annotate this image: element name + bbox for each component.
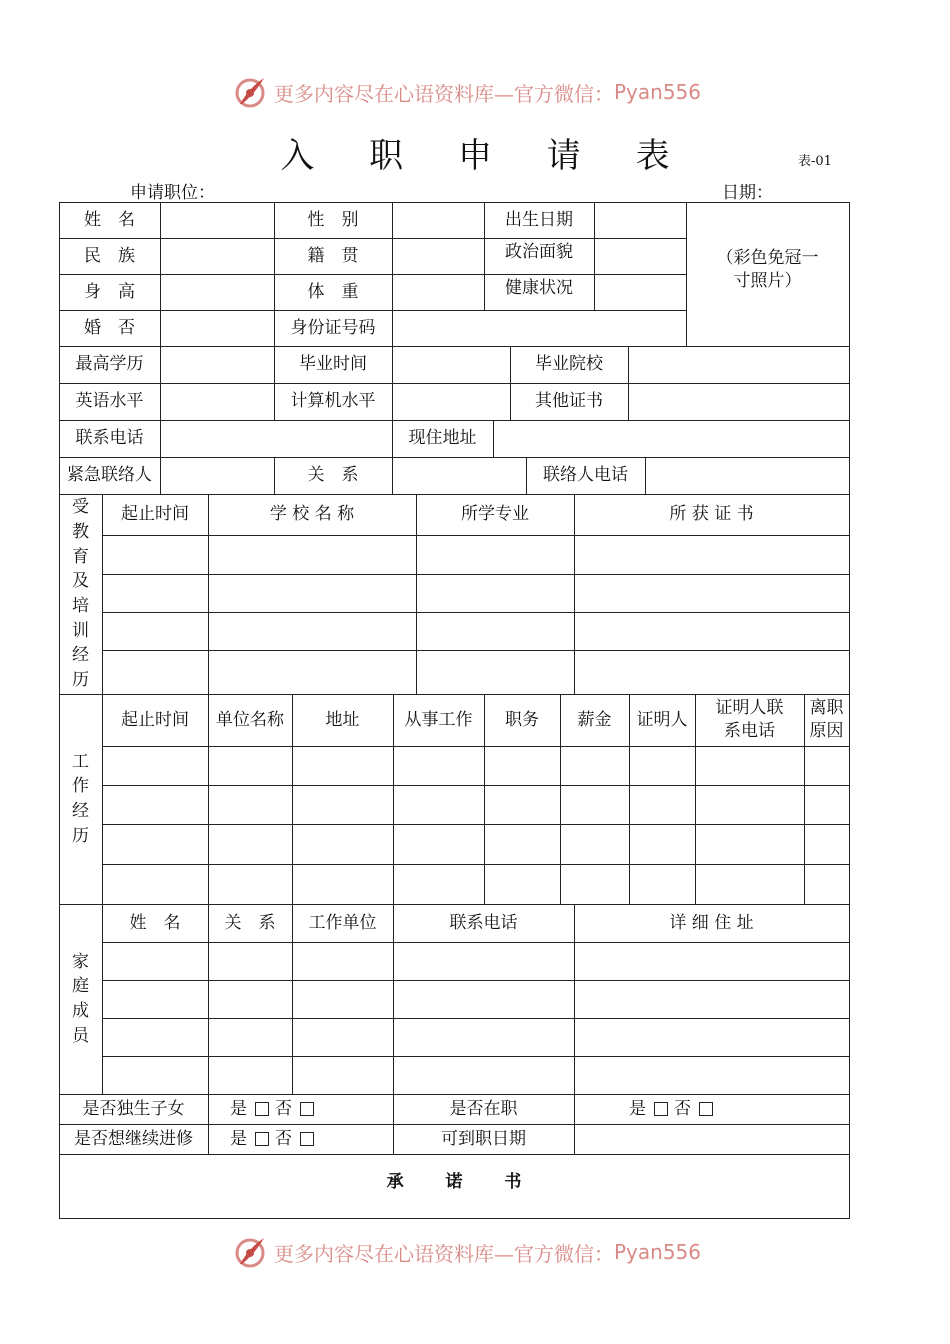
form-cell[interactable] [102,824,209,865]
family-col-name: 姓 名 [129,912,181,933]
education-label-char: 及 [72,571,89,592]
form-cell[interactable] [393,980,575,1019]
form-cell[interactable] [102,650,209,695]
birth-date-label: 出生日期 [505,209,573,230]
watermark-wechat-id: Pyan556 [614,1240,702,1264]
apply-position-field[interactable] [221,184,345,203]
work-col-company: 单位名称 [216,709,284,730]
form-cell[interactable] [208,1018,293,1057]
form-cell[interactable] [629,864,696,905]
form-cell[interactable] [484,785,561,825]
form-cell[interactable] [292,1018,394,1057]
form-cell[interactable] [629,785,696,825]
form-cell[interactable] [574,942,850,981]
form-cell[interactable] [574,980,850,1019]
apply-position-label: 申请职位： [130,183,215,203]
form-cell[interactable] [560,785,630,825]
form-cell[interactable] [393,824,485,865]
form-cell[interactable] [629,824,696,865]
watermark-wechat-id: Pyan556 [614,80,702,104]
edu-col-certificate: 所 获 证 书 [669,504,754,525]
family-col-employer: 工作单位 [308,912,377,933]
employed-label: 是否在职 [449,1098,518,1119]
computer-level-label: 计算机水平 [290,391,376,412]
name-label: 姓 名 [84,209,135,230]
form-cell[interactable] [292,824,394,865]
quill-logo-icon [232,74,268,110]
form-cell[interactable] [484,864,561,905]
work-col-salary: 薪金 [577,709,612,730]
form-cell[interactable] [560,746,630,786]
form-cell[interactable] [160,346,275,384]
political-status-label: 政治面貌 [505,241,573,262]
form-cell[interactable] [574,1124,850,1155]
form-cell[interactable] [804,785,850,825]
form-cell[interactable] [574,1018,850,1057]
phone-label: 联系电话 [75,428,144,449]
only-child-options [208,1094,342,1124]
form-cell[interactable] [208,1056,293,1095]
form-cell[interactable] [392,274,485,311]
edu-col-school: 学 校 名 称 [269,504,355,525]
work-col-reference: 证明人 [636,709,688,730]
form-cell[interactable] [392,346,511,384]
form-cell[interactable] [393,942,575,981]
contact-phone-label: 联络人电话 [543,465,628,486]
form-cell[interactable] [208,824,293,865]
watermark-text: 更多内容尽在心语资料库—官方微信： [274,81,614,106]
form-cell[interactable] [574,574,850,613]
form-cell[interactable] [804,864,850,905]
family-label-char: 成 [72,1001,89,1021]
graduation-time-label: 毕业时间 [299,354,367,375]
form-cell[interactable] [594,274,687,311]
form-cell[interactable] [393,785,485,825]
form-cell[interactable] [208,980,293,1019]
form-cell[interactable] [102,980,209,1019]
form-cell[interactable] [160,420,393,458]
form-cell[interactable] [102,785,209,825]
education-level-label: 最高学历 [75,354,144,375]
form-cell[interactable] [484,746,561,786]
further-study-yes-checkbox[interactable] [255,1132,269,1146]
family-label-char: 员 [72,1025,89,1046]
marital-label: 婚 否 [84,317,135,338]
employed-no-checkbox[interactable] [699,1102,713,1116]
family-label-char: 庭 [72,976,89,997]
only-child-no-checkbox[interactable] [300,1102,314,1116]
work-label-char: 经 [72,801,89,821]
form-cell[interactable] [208,864,293,905]
edu-col-major: 所学专业 [461,504,529,525]
watermark-top [232,72,701,112]
form-cell[interactable] [393,864,485,905]
work-col-job: 从事工作 [404,709,473,730]
form-cell[interactable] [695,864,805,905]
form-cell[interactable] [208,574,417,613]
form-cell[interactable] [393,1056,575,1095]
form-cell[interactable] [102,864,209,905]
photo-placeholder[interactable]: （彩色免冠一 寸照片） [716,248,819,291]
form-cell[interactable] [392,202,485,239]
other-cert-label: 其他证书 [535,391,603,412]
form-cell[interactable] [102,1056,209,1095]
form-cell[interactable] [628,346,850,384]
form-cell[interactable] [292,785,394,825]
form-cell[interactable] [102,1018,209,1057]
form-cell[interactable] [102,746,209,786]
form-cell[interactable] [416,574,575,613]
employed-no-label: 否 [674,1098,691,1119]
further-study-options [208,1124,342,1154]
further-study-no-label: 否 [275,1128,292,1149]
family-section-label [59,904,102,1094]
form-cell[interactable] [560,824,630,865]
work-label-char: 工 [72,751,89,772]
form-cell[interactable] [208,942,293,981]
form-cell[interactable] [416,650,575,695]
watermark-bottom [232,1232,701,1272]
form-cell[interactable] [493,420,850,458]
emergency-contact-label: 紧急联络人 [67,465,152,486]
form-cell[interactable] [160,457,275,495]
form-cell[interactable] [695,785,805,825]
work-label-char: 作 [72,776,89,797]
form-cell[interactable] [292,1056,394,1095]
form-cell[interactable] [574,612,850,651]
form-cell[interactable] [804,746,850,786]
form-cell[interactable] [574,1056,850,1095]
relation-label: 关 系 [307,465,359,486]
form-cell[interactable] [392,383,511,421]
form-cell[interactable] [160,310,275,347]
work-label-char: 历 [72,825,89,846]
form-cell[interactable] [208,746,293,786]
form-cell[interactable] [393,1018,575,1057]
pledge-title: 承 诺 书 [386,1171,540,1192]
form-cell[interactable] [208,650,417,695]
education-label-char: 育 [72,546,89,567]
family-col-relation: 关 系 [224,912,276,933]
work-col-reference-phone: 证明人联 系电话 [715,698,784,741]
form-cell[interactable] [594,238,687,275]
form-cell[interactable] [208,785,293,825]
education-label-char: 培 [72,596,89,616]
education-label-char: 经 [72,645,89,666]
form-cell[interactable] [208,535,417,575]
id-number-label: 身份证号码 [290,317,376,338]
gender-label: 性 别 [307,209,359,230]
family-col-address: 详 细 住 址 [669,912,754,933]
work-col-period: 起止时间 [121,709,189,730]
form-cell[interactable] [102,535,209,575]
education-section-label [59,494,102,694]
native-place-label: 籍 贯 [307,245,359,266]
form-cell[interactable] [628,383,850,421]
form-cell[interactable] [416,612,575,651]
height-label: 身 高 [84,281,135,302]
form-cell[interactable] [594,202,687,239]
employed-options [574,1094,774,1124]
graduation-school-label: 毕业院校 [535,354,603,375]
employed-yes-label: 是 [629,1098,646,1119]
form-cell[interactable] [560,864,630,905]
start-date-label: 可到职日期 [441,1128,526,1149]
address-label: 现住地址 [408,428,477,449]
english-level-label: 英语水平 [75,391,144,412]
form-cell[interactable] [392,238,485,275]
family-col-phone: 联系电话 [449,912,518,933]
education-label-char: 训 [72,620,89,641]
education-label-char: 受 [72,497,89,518]
form-cell[interactable] [392,457,527,495]
further-study-yes-label: 是 [230,1128,247,1149]
form-cell[interactable] [574,650,850,695]
form-cell[interactable] [160,274,275,311]
form-cell[interactable] [292,942,394,981]
quill-logo-icon [232,1234,268,1270]
form-cell[interactable] [160,202,275,239]
further-study-no-checkbox[interactable] [300,1132,314,1146]
ethnicity-label: 民 族 [84,245,135,266]
health-label: 健康状况 [505,277,573,298]
form-cell[interactable] [292,746,394,786]
only-child-label: 是否独生子女 [82,1098,185,1119]
edu-col-period: 起止时间 [121,504,189,525]
only-child-yes-checkbox[interactable] [255,1102,269,1116]
form-cell[interactable] [629,746,696,786]
form-cell[interactable] [645,457,850,495]
form-cell[interactable] [102,942,209,981]
apply-position [130,178,345,203]
form-cell[interactable] [695,824,805,865]
form-cell[interactable] [102,612,209,651]
employed-yes-checkbox[interactable] [654,1102,668,1116]
form-cell[interactable] [574,535,850,575]
form-cell[interactable] [416,535,575,575]
form-number: 表-01 [798,154,832,169]
work-section-label [59,694,102,904]
form-cell[interactable] [160,383,275,421]
family-label-char: 家 [72,951,89,972]
only-child-no-label: 否 [275,1098,292,1119]
form-cell[interactable] [393,746,485,786]
further-study-label: 是否想继续进修 [74,1128,193,1149]
form-cell[interactable] [392,310,687,347]
work-col-address: 地址 [325,709,360,730]
form-title: 入 职 申 请 表 [280,136,692,176]
application-form [59,202,849,1218]
only-child-yes-label: 是 [230,1098,247,1119]
work-col-position: 职务 [505,709,539,730]
form-cell[interactable] [804,824,850,865]
form-cell[interactable] [292,980,394,1019]
form-cell[interactable] [484,824,561,865]
weight-label: 体 重 [307,281,359,302]
form-cell[interactable] [160,238,275,275]
form-cell[interactable] [695,746,805,786]
education-label-char: 教 [72,522,89,543]
form-cell[interactable] [208,612,417,651]
date-label: 日期： [722,183,773,203]
form-cell[interactable] [292,864,394,905]
form-cell[interactable] [102,574,209,613]
work-col-leave-reason: 离职 原因 [809,698,844,741]
education-label-char: 历 [72,669,89,690]
watermark-text: 更多内容尽在心语资料库—官方微信： [274,1241,614,1266]
